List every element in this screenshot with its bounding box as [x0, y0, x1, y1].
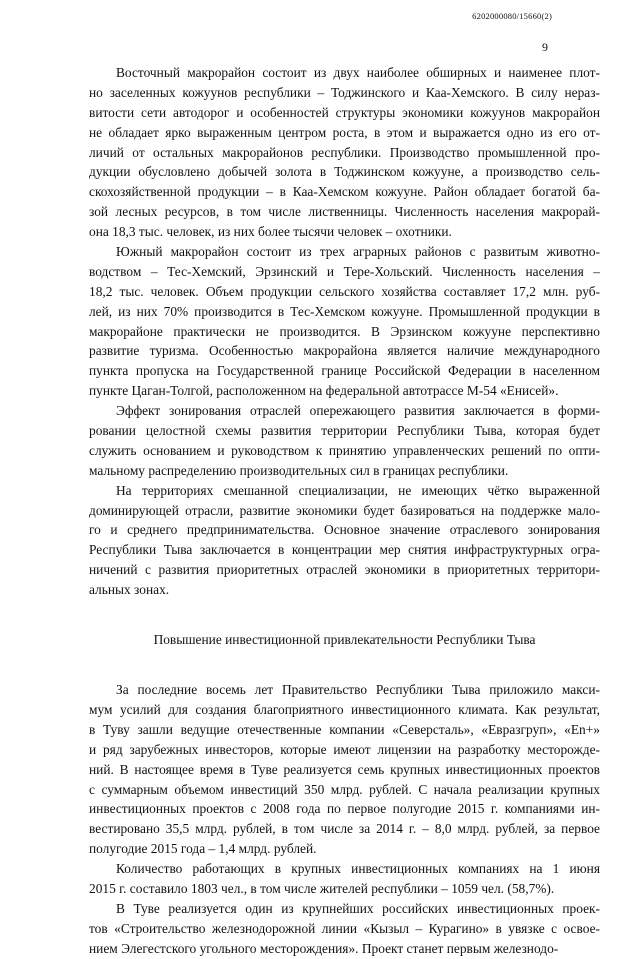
text-line: но заселенных кожуунов республики – Тоджинского и Каа-Хемского. В силу нераз-	[89, 84, 600, 100]
text-line: Количество работающих в крупных инвестиционных компаниях на 1 июня	[116, 861, 600, 877]
text-line: На территориях смешанной специализации, не имеющих чётко выраженной	[116, 482, 600, 498]
page-number: 9	[542, 40, 548, 54]
text-line: вестировано 35,5 млрд. рублей, в том числе за 2014 г. – 8,0 млрд. рублей, за первое	[89, 821, 600, 837]
section-after-heading	[89, 680, 600, 958]
text-line: Республики Тыва заключается в концентрации мер снятия инфраструктурных огра-	[89, 542, 600, 558]
text-line: инвестиционных проектов с 2008 года по первое полугодие 2015 г. компаниями ин-	[89, 801, 600, 817]
text-line: пункта пропуска на Государственной границе Российской Федерации в населенном	[89, 363, 600, 379]
text-line: Южный макрорайон состоит из трех аграрных районов с развитым животно-	[116, 244, 600, 260]
text-line: и ряд зарубежных инвесторов, которые имеют лицензии на разработку месторожде-	[89, 741, 600, 757]
text-line: нием Элегестского угольного месторождения». Проект станет первым железнодо-	[89, 940, 559, 956]
section-heading: Повышение инвестиционной привлекательности Республики Тыва	[153, 632, 536, 648]
text-line: макрорайоне практически не производится. В Эрзинском кожууне перспективно	[89, 323, 600, 339]
text-line: служить основанием и руководством к принятию управленческих решений по опти-	[89, 442, 600, 458]
text-line: лей, из них 70% производится в Тес-Хемском кожууне. Промышленной продукции в	[89, 303, 600, 319]
text-line: Эффект зонирования отраслей опережающего развития заключается в форми-	[116, 403, 600, 419]
paragraph	[89, 242, 600, 401]
text-line: За последние восемь лет Правительство Республики Тыва приложило макси-	[116, 682, 600, 698]
text-line: развитие туризма. Особенностью макрорайона является наличие международного	[89, 343, 600, 359]
section-before-heading	[89, 63, 600, 600]
text-line: личий от остальных макрорайонов республики. Производство промышленной про-	[89, 144, 600, 160]
paragraph	[89, 899, 600, 959]
text-line: Восточный макрорайон состоит из двух наиболее обширных и наименее плот-	[116, 65, 600, 80]
text-line: не обладает ярко выраженным центром роста, в этом и выражается одно из его от-	[89, 124, 600, 140]
paragraph	[89, 401, 600, 481]
text-line: альных зонах.	[89, 582, 170, 598]
paragraph	[89, 680, 600, 859]
text-line: 18,2 тыс. человек. Объем продукции сельского хозяйства составляет 17,2 млн. руб-	[89, 283, 600, 299]
text-line: мум усилий для создания благоприятного инвестиционного климата. Как результат,	[89, 701, 600, 717]
text-line: полугодие 2015 года – 1,4 млрд. рублей.	[89, 841, 317, 857]
text-line: 2015 г. составило 1803 чел., в том числе жителей республики – 1059 чел. (58,7%).	[89, 880, 555, 896]
text-line: витости сети автодорог и особенностей структуры экономики кожуунов макрорайон	[89, 104, 600, 120]
text-line: ний. В настоящее время в Туве реализуется семь крупных инвестиционных проектов	[89, 761, 600, 777]
text-line: тов «Строительство железнодорожной линии «Кызыл – Курагино» в увязке с освое-	[89, 920, 600, 936]
text-line: она 18,3 тыс. человек, из них более тысячи человек – охотники.	[89, 224, 452, 240]
text-line: зой лесных ресурсов, в том числе лиственницы. Численность населения макрорай-	[89, 204, 600, 220]
text-line: ничений с развития приоритетных отраслей экономики в приоритетных территори-	[89, 562, 600, 578]
text-line: В Туве реализуется один из крупнейших российских инвестиционных проек-	[116, 900, 600, 916]
document-body	[89, 63, 600, 959]
text-line: пункте Цаган-Толгой, расположенном на федеральной автотрассе М-54 «Енисей».	[89, 383, 559, 399]
text-line: доминирующей отрасли, развитие экономики будет базироваться на поддержке мало-	[89, 502, 600, 518]
text-line: скохозяйственной продукции – в Каа-Хемском кожууне. Район обладает богатой ба-	[89, 184, 600, 200]
text-line: мальному распределению производительных сил в границах республики.	[89, 462, 509, 478]
text-line: в Туву зашли ведущие отечественные компании «Северсталь», «Евразгруп», «En+»	[89, 721, 600, 737]
document-id: 6202000080/15660(2)	[472, 11, 552, 21]
text-line: водством – Тес-Хемский, Эрзинский и Тере-Хольский. Численность населения –	[89, 263, 600, 279]
paragraph	[89, 481, 600, 600]
paragraph	[89, 859, 600, 899]
text-line: го и среднего предпринимательства. Основное значение отраслевого зонирования	[89, 522, 600, 538]
text-line: ровании целостной схемы развития территории Республики Тыва, которая будет	[89, 423, 600, 439]
text-line: с суммарным объемом инвестиций 350 млрд. рублей. С начала реализации крупных	[89, 781, 600, 797]
text-line: дукции обусловлено добычей золота в Тоджинском кожууне, а производство сель-	[89, 164, 600, 180]
paragraph	[89, 63, 600, 242]
